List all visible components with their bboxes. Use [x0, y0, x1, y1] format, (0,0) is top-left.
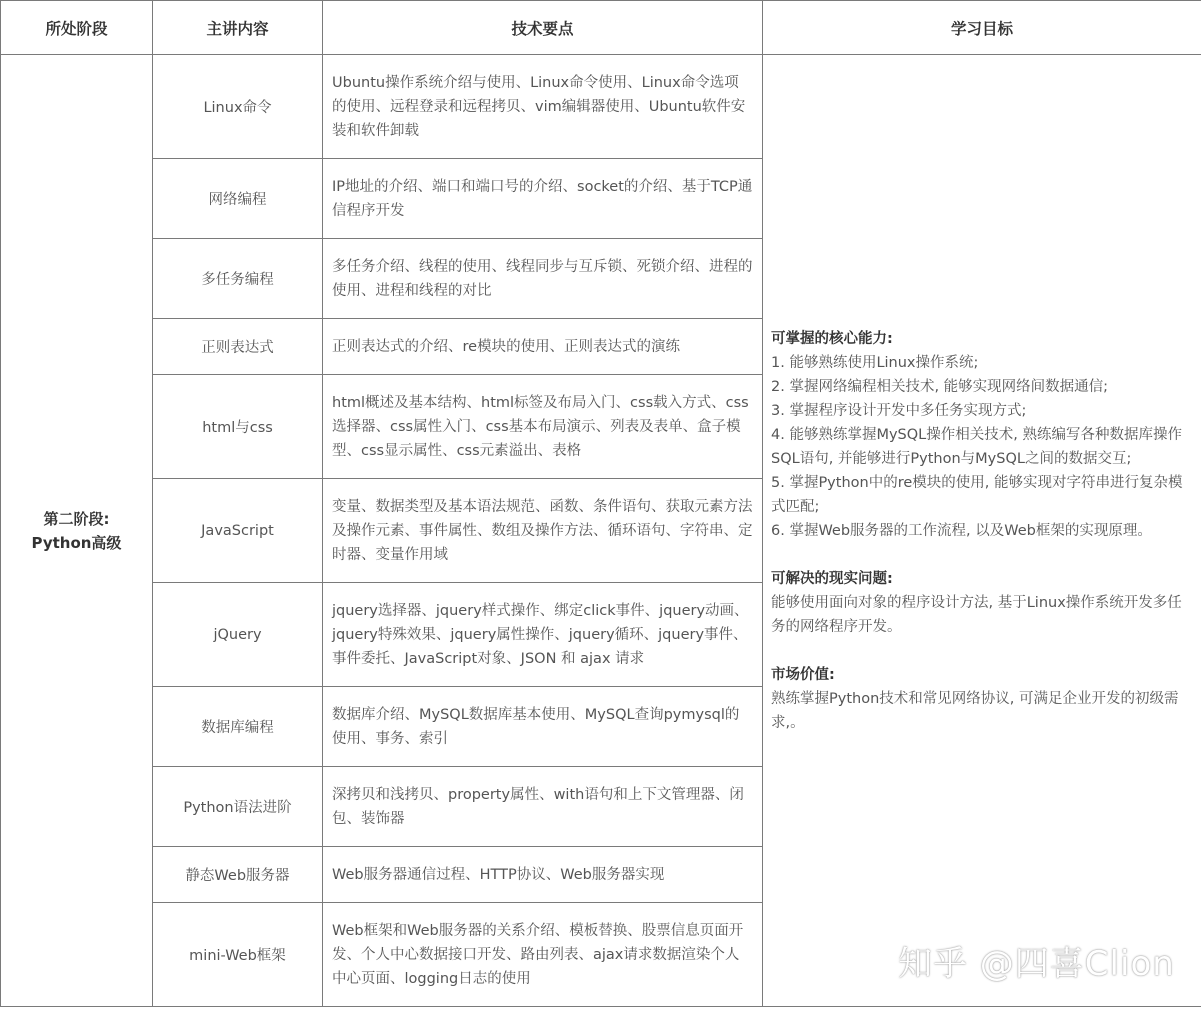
- points-cell: 深拷贝和浅拷贝、property属性、with语句和上下文管理器、闭包、装饰器: [323, 767, 763, 847]
- topic-cell: mini-Web框架: [153, 903, 323, 1007]
- points-cell: Ubuntu操作系统介绍与使用、Linux命令使用、Linux命令选项的使用、远程登录和远程拷贝、vim编辑器使用、Ubuntu软件安装和软件卸载: [323, 55, 763, 159]
- topic-cell: Python语法进阶: [153, 767, 323, 847]
- topic-cell: html与css: [153, 375, 323, 479]
- points-cell: 变量、数据类型及基本语法规范、函数、条件语句、获取元素方法及操作元素、事件属性、数组及操作方法、循环语句、字符串、定时器、变量作用域: [323, 479, 763, 583]
- stage-line2: Python高级: [31, 533, 122, 552]
- points-cell: Web框架和Web服务器的关系介绍、模板替换、股票信息页面开发、个人中心数据接口开发、路由列表、ajax请求数据渲染个人中心页面、logging日志的使用: [323, 903, 763, 1007]
- topic-cell: 多任务编程: [153, 239, 323, 319]
- table-row: [1, 55, 1201, 159]
- goals-core-title: 可掌握的核心能力:: [771, 330, 893, 347]
- stage-cell: [1, 55, 153, 1007]
- header-points: 技术要点: [323, 1, 763, 55]
- topic-cell: jQuery: [153, 583, 323, 687]
- points-cell: Web服务器通信过程、HTTP协议、Web服务器实现: [323, 847, 763, 903]
- goals-core-item: 6. 掌握Web服务器的工作流程, 以及Web框架的实现原理。: [771, 522, 1152, 539]
- points-cell: 多任务介绍、线程的使用、线程同步与互斥锁、死锁介绍、进程的使用、进程和线程的对比: [323, 239, 763, 319]
- header-goals: 学习目标: [763, 1, 1201, 55]
- stage-line1: 第二阶段:: [43, 509, 110, 528]
- header-topic: 主讲内容: [153, 1, 323, 55]
- points-cell: jquery选择器、jquery样式操作、绑定click事件、jquery动画、jquery特殊效果、jquery属性操作、jquery循环、jquery事件、事件委托、JavaScript对象、JSON 和 ajax 请求: [323, 583, 763, 687]
- spacer: [771, 543, 1193, 567]
- points-cell: 数据库介绍、MySQL数据库基本使用、MySQL查询pymysql的使用、事务、索引: [323, 687, 763, 767]
- goals-core-item: 3. 掌握程序设计开发中多任务实现方式;: [771, 402, 1027, 419]
- topic-cell: JavaScript: [153, 479, 323, 583]
- goals-market-text: 熟练掌握Python技术和常见网络协议, 可满足企业开发的初级需求,。: [771, 690, 1179, 731]
- topic-cell: 静态Web服务器: [153, 847, 323, 903]
- header-row: [1, 1, 1201, 55]
- points-cell: IP地址的介绍、端口和端口号的介绍、socket的介绍、基于TCP通信程序开发: [323, 159, 763, 239]
- topic-cell: 数据库编程: [153, 687, 323, 767]
- topic-cell: 正则表达式: [153, 319, 323, 375]
- goals-problems-title: 可解决的现实问题:: [771, 570, 893, 587]
- topic-cell: Linux命令: [153, 55, 323, 159]
- goals-problems-text: 能够使用面向对象的程序设计方法, 基于Linux操作系统开发多任务的网络程序开发。: [771, 594, 1182, 635]
- watermark: 知乎 @四喜Clion: [898, 944, 1175, 984]
- topic-cell: 网络编程: [153, 159, 323, 239]
- goals-market-title: 市场价值:: [771, 666, 835, 683]
- points-cell: html概述及基本结构、html标签及布局入门、css载入方式、css选择器、css属性入门、css基本布局演示、列表及表单、盒子模型、css显示属性、css元素溢出、表格: [323, 375, 763, 479]
- goals-cell: [763, 55, 1201, 1007]
- goals-core-item: 4. 能够熟练掌握MySQL操作相关技术, 熟练编写各种数据库操作SQL语句, 并能够进行Python与MySQL之间的数据交互;: [771, 426, 1182, 467]
- points-cell: 正则表达式的介绍、re模块的使用、正则表达式的演练: [323, 319, 763, 375]
- goals-core-item: 2. 掌握网络编程相关技术, 能够实现网络间数据通信;: [771, 378, 1109, 395]
- goals-core-item: 1. 能够熟练使用Linux操作系统;: [771, 354, 979, 371]
- header-stage: 所处阶段: [1, 1, 153, 55]
- goals-core-item: 5. 掌握Python中的re模块的使用, 能够实现对字符串进行复杂模式匹配;: [771, 474, 1183, 515]
- spacer: [771, 639, 1193, 663]
